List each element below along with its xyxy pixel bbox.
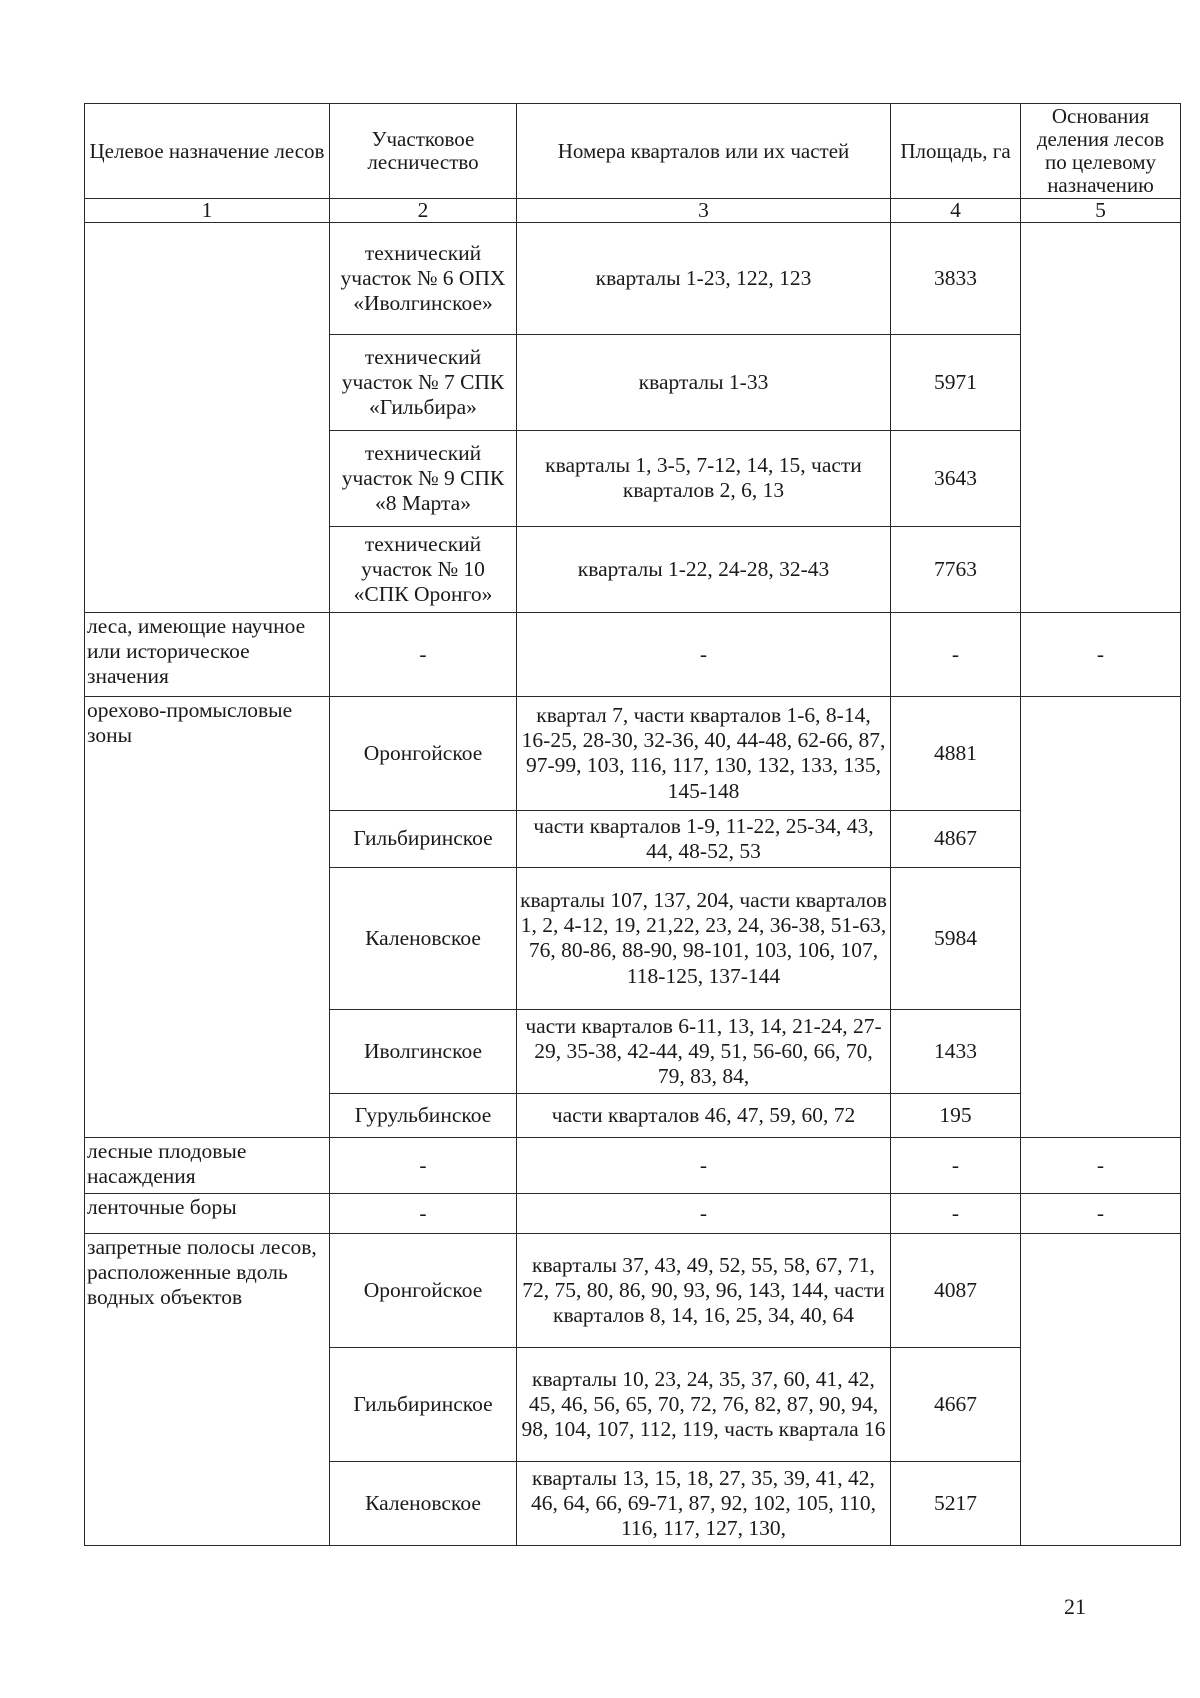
district-cell: технический участок № 9 СПК «8 Марта» <box>330 430 517 526</box>
header-purpose: Целевое назначение лесов <box>85 104 330 199</box>
area-cell: 195 <box>891 1093 1021 1137</box>
district-cell: Гильбиринское <box>330 1347 517 1461</box>
table-row <box>85 612 1181 696</box>
table-row <box>85 222 1181 334</box>
area-cell: - <box>891 1137 1021 1193</box>
area-cell: 7763 <box>891 526 1021 612</box>
district-cell: Каленовское <box>330 1461 517 1545</box>
basis-cell: - <box>1021 612 1181 696</box>
purpose-cell <box>85 222 330 612</box>
area-cell: - <box>891 612 1021 696</box>
quarters-cell: кварталы 1-33 <box>517 334 891 430</box>
district-cell: технический участок № 7 СПК «Гильбира» <box>330 334 517 430</box>
area-cell: 4881 <box>891 696 1021 810</box>
purpose-cell: запретные полосы лесов, расположенные вдоль водных объектов <box>85 1233 330 1545</box>
quarters-cell: кварталы 107, 137, 204, части кварталов 1, 2, 4-12, 19, 21,22, 23, 24, 36-38, 51-63, 76, 80-86, 88-90, 98-101, 103, 106, 107, 118-125, 137-144 <box>517 867 891 1009</box>
quarters-cell: квартал 7, части кварталов 1-6, 8-14, 16-25, 28-30, 32-36, 40, 44-48, 62-66, 87, 97-99, 103, 116, 117, 130, 132, 133, 135, 145-148 <box>517 696 891 810</box>
table-row <box>85 696 1181 810</box>
quarters-cell: кварталы 13, 15, 18, 27, 35, 39, 41, 42, 46, 64, 66, 69-71, 87, 92, 102, 105, 110, 116, 117, 127, 130, <box>517 1461 891 1545</box>
table-row <box>85 1193 1181 1233</box>
header-area: Площадь, га <box>891 104 1021 199</box>
district-cell: - <box>330 1193 517 1233</box>
quarters-cell: кварталы 1, 3-5, 7-12, 14, 15, части кварталов 2, 6, 13 <box>517 430 891 526</box>
quarters-cell: части кварталов 46, 47, 59, 60, 72 <box>517 1093 891 1137</box>
area-cell: 3643 <box>891 430 1021 526</box>
area-cell: 4867 <box>891 810 1021 867</box>
quarters-cell: - <box>517 612 891 696</box>
area-cell: 5217 <box>891 1461 1021 1545</box>
column-number: 4 <box>891 199 1021 223</box>
purpose-cell: ленточные боры <box>85 1193 330 1233</box>
header-basis: Основания деления лесов по целевому назначению <box>1021 104 1181 199</box>
area-cell: 1433 <box>891 1009 1021 1093</box>
quarters-cell: части кварталов 1-9, 11-22, 25-34, 43, 44, 48-52, 53 <box>517 810 891 867</box>
header-district: Участковое лесничество <box>330 104 517 199</box>
table-row <box>85 1233 1181 1347</box>
basis-cell: - <box>1021 1137 1181 1193</box>
quarters-cell: части кварталов 6-11, 13, 14, 21-24, 27-29, 35-38, 42-44, 49, 51, 56-60, 66, 70, 79, 83, 84, <box>517 1009 891 1093</box>
area-cell: - <box>891 1193 1021 1233</box>
area-cell: 3833 <box>891 222 1021 334</box>
quarters-cell: кварталы 1-22, 24-28, 32-43 <box>517 526 891 612</box>
basis-cell <box>1021 696 1181 1137</box>
column-number: 5 <box>1021 199 1181 223</box>
area-cell: 5984 <box>891 867 1021 1009</box>
basis-cell: - <box>1021 1193 1181 1233</box>
district-cell: - <box>330 1137 517 1193</box>
purpose-cell: лесные плодовые насаждения <box>85 1137 330 1193</box>
forest-allocation-table <box>84 103 1181 1546</box>
column-number: 1 <box>85 199 330 223</box>
district-cell: Гурульбинское <box>330 1093 517 1137</box>
district-cell: Каленовское <box>330 867 517 1009</box>
header-quarters: Номера кварталов или их частей <box>517 104 891 199</box>
district-cell: Гильбиринское <box>330 810 517 867</box>
column-number: 3 <box>517 199 891 223</box>
district-cell: технический участок № 6 ОПХ «Иволгинское» <box>330 222 517 334</box>
quarters-cell: кварталы 1-23, 122, 123 <box>517 222 891 334</box>
district-cell: Оронгойское <box>330 696 517 810</box>
column-number: 2 <box>330 199 517 223</box>
purpose-cell: леса, имеющие научное или историческое значения <box>85 612 330 696</box>
district-cell: Оронгойское <box>330 1233 517 1347</box>
area-cell: 4667 <box>891 1347 1021 1461</box>
district-cell: - <box>330 612 517 696</box>
page-number: 21 <box>1064 1594 1086 1619</box>
quarters-cell: - <box>517 1193 891 1233</box>
purpose-cell: орехово-промысловые зоны <box>85 696 330 1137</box>
area-cell: 5971 <box>891 334 1021 430</box>
basis-cell <box>1021 1233 1181 1545</box>
basis-cell <box>1021 222 1181 612</box>
district-cell: Иволгинское <box>330 1009 517 1093</box>
quarters-cell: кварталы 37, 43, 49, 52, 55, 58, 67, 71, 72, 75, 80, 86, 90, 93, 96, 143, 144, части кварталов 8, 14, 16, 25, 34, 40, 64 <box>517 1233 891 1347</box>
table-row <box>85 1137 1181 1193</box>
quarters-cell: - <box>517 1137 891 1193</box>
quarters-cell: кварталы 10, 23, 24, 35, 37, 60, 41, 42, 45, 46, 56, 65, 70, 72, 76, 82, 87, 90, 94, 98, 104, 107, 112, 119, часть квартала 16 <box>517 1347 891 1461</box>
district-cell: технический участок № 10 «СПК Оронго» <box>330 526 517 612</box>
area-cell: 4087 <box>891 1233 1021 1347</box>
